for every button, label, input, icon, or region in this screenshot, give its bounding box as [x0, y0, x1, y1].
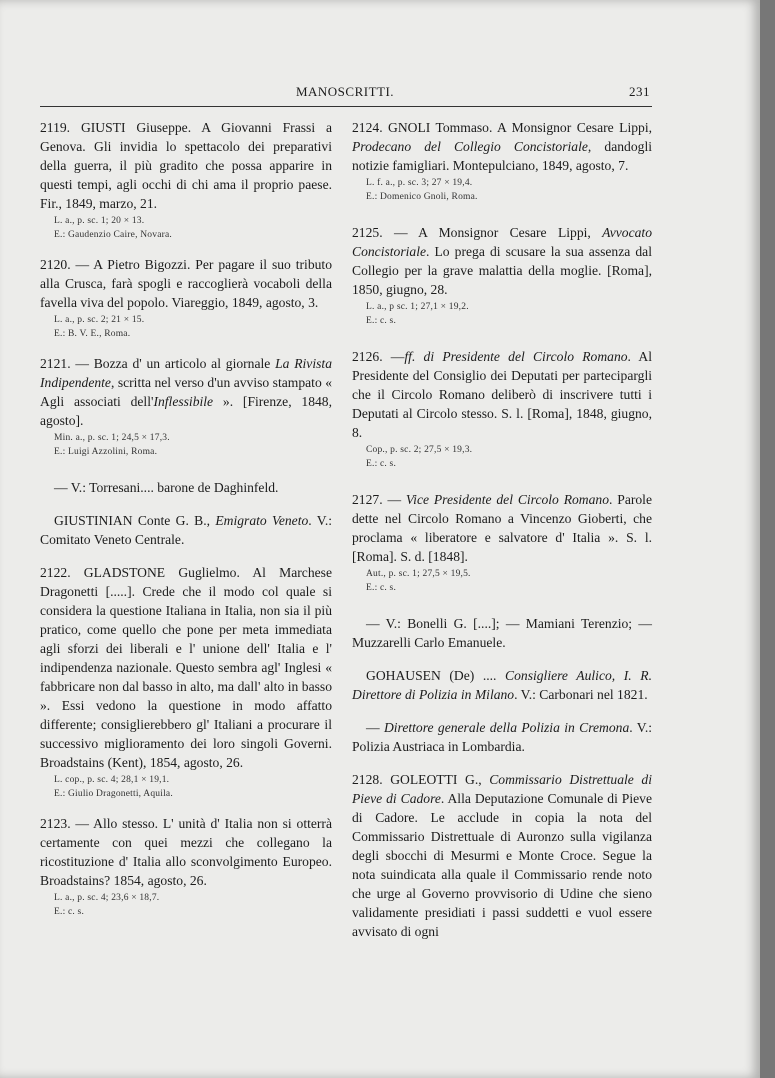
entry-text: 2119. GIUSTI Giuseppe. A Giovanni Frassi a Genova. Gli invidia lo spettacolo dei preparativi della guerra, il più gradito che possa apparire in questi tempi, agli occhi di chi ama il proprio paese. Fir., 1849, marzo, 21.: [40, 120, 332, 211]
entry-physical-description: Cop., p. sc. 2; 27,5 × 19,3.: [366, 445, 473, 455]
periodical-title: Inflessibile: [153, 394, 214, 409]
entry-text: 2127. — Vice Presidente del Circolo Romano. Parole dette nel Circolo Romano a Vincenzo Gioberti, che proclama « liberatore e salvatore d' Italia ». S. l. [Roma]. S. d. [1848].: [352, 492, 652, 564]
entry-text: 2121. — Bozza d' un articolo al giornale La Rivista Indipendente, scritta nel verso d'un avviso stampato « Agli associati dell'Inflessibile ». [Firenze, 1848, agosto].: [40, 356, 332, 428]
entry-text: 2128. GOLEOTTI G., Commissario Distrettuale di Pieve di Cadore. Alla Deputazione Comunale di Pieve di Cadore. Le acclude in copia la nota del Commissario Distrettuale di Auronzo sulla vigilanza degli sbocchi di Mesurmi e Monte Croce. Segue la nota suindicata alla quale il Commissario rende noto che urge al Governo provvisorio di Udine che sieno validamente presidiati i passi suddetti e vuol essere avvisato di ogni: [352, 772, 652, 939]
right-column: [352, 118, 652, 955]
entry-physical-description: L. f. a., p. sc. 3; 27 × 19,4.: [366, 178, 473, 188]
cross-reference-giustinian: GIUSTINIAN Conte G. B., Emigrato Veneto. V.: Comitato Veneto Centrale.: [40, 513, 332, 547]
entry-text: 2125. — A Monsignor Cesare Lippi, Avvocato Concistoriale. Lo prega di scusare la sua assenza dal Collegio per la grave malattia della moglie. [Roma], 1850, giugno, 28.: [352, 225, 652, 297]
entry-text: 2122. GLADSTONE Guglielmo. Al Marchese Dragonetti [.....]. Crede che il modo col quale si considera la questione Italiana in Italia, non sia il più pratico, come quello che pone per meta immediata agli sforzi dei liberali e l' unione dell' Italia e l' indipendenza nazionale. Questo sembra agl' Inglesi « fabbricare non dal basso in alto, ma dall' alto in basso ». Essi vedono la questione in modo affatto differente; consiglierebbero gl' Italiani a procurare il successivo miglioramento dei loro singoli Governi. Broadstains (Kent), 1854, agosto, 26.: [40, 565, 332, 770]
entry-2122: [40, 563, 332, 800]
entry-owner: E.: c. s.: [366, 316, 397, 326]
entry-physical-description: L. a., p sc. 1; 27,1 × 19,2.: [366, 302, 469, 312]
page-number: 231: [629, 84, 650, 99]
entry-2128: [352, 770, 652, 941]
entry-physical-description: Aut., p. sc. 1; 27,5 × 19,5.: [366, 569, 471, 579]
entry-2127: [352, 490, 652, 594]
entry-physical-description: L. a., p. sc. 4; 23,6 × 18,7.: [54, 893, 160, 903]
entry-physical-description: L. a., p. sc. 1; 20 × 13.: [54, 216, 145, 226]
entry-text: 2123. — Allo stesso. L' unità d' Italia non si otterrà certamente con quei mezzi che collegano la ricostituzione d' Italia allo sconvolgimento Europeo. Broadstains? 1854, agosto, 26.: [40, 816, 332, 888]
header-rule: [40, 106, 652, 107]
entry-2120: [40, 255, 332, 340]
cross-reference-torresani: — V.: Torresani.... barone de Daghinfeld.: [54, 480, 279, 495]
entry-owner: E.: Luigi Azzolini, Roma.: [54, 447, 158, 457]
entry-2119: [40, 118, 332, 241]
entry-2125: [352, 223, 652, 327]
entry-physical-description: Min. a., p. sc. 1; 24,5 × 17,3.: [54, 433, 170, 443]
journal-title: La Rivista Indipendente: [40, 356, 332, 390]
entry-2126: [352, 347, 652, 470]
entry-owner: E.: Domenico Gnoli, Roma.: [366, 192, 478, 202]
entry-owner: E.: Gaudenzio Caire, Novara.: [54, 230, 172, 240]
entry-owner: E.: c. s.: [54, 907, 85, 917]
entry-physical-description: L. a., p. sc. 2; 21 × 15.: [54, 315, 145, 325]
entry-text: 2124. GNOLI Tommaso. A Monsignor Cesare Lippi, Prodecano del Collegio Concistoriale, dandogli notizie famigliari. Montepulciano, 1849, agosto, 7.: [352, 120, 653, 173]
running-title: MANOSCRITTI.: [295, 84, 395, 99]
entry-owner: E.: B. V. E., Roma.: [54, 329, 131, 339]
entry-2121: [40, 354, 332, 458]
left-column: [40, 118, 332, 932]
cross-reference-bonelli: — V.: Bonelli G. [....]; — Mamiani Terenzio; — Muzzarelli Carlo Emanuele.: [352, 616, 652, 650]
entry-2124: [352, 118, 652, 203]
entry-text: 2120. — A Pietro Bigozzi. Per pagare il suo tributo alla Crusca, farà spogli e raccoglierà vocaboli della favella viva del popolo. Viareggio, 1849, agosto, 3.: [40, 257, 332, 310]
entry-owner: E.: Giulio Dragonetti, Aquila.: [54, 789, 173, 799]
entry-owner: E.: c. s.: [366, 459, 397, 469]
running-header: [40, 84, 650, 104]
cross-reference-gohausen: GOHAUSEN (De) .... Consigliere Aulico, I. R. Direttore di Polizia in Milano. V.: Carbonari nel 1821.: [352, 668, 652, 702]
entry-2123: [40, 814, 332, 918]
entry-physical-description: L. cop., p. sc. 4; 28,1 × 19,1.: [54, 775, 170, 785]
entry-text: 2126. —ff. di Presidente del Circolo Romano. Al Presidente del Consiglio dei Deputati per partecipargli che il Circolo Romano deliberò di inscrivere tutti i Deputati al Circolo stesso. S. l. [Roma], 1848, giugno, 8.: [352, 349, 652, 440]
cross-reference-direttore: — Direttore generale della Polizia in Cremona. V.: Polizia Austriaca in Lombardia.: [352, 720, 652, 754]
entry-owner: E.: c. s.: [366, 583, 397, 593]
